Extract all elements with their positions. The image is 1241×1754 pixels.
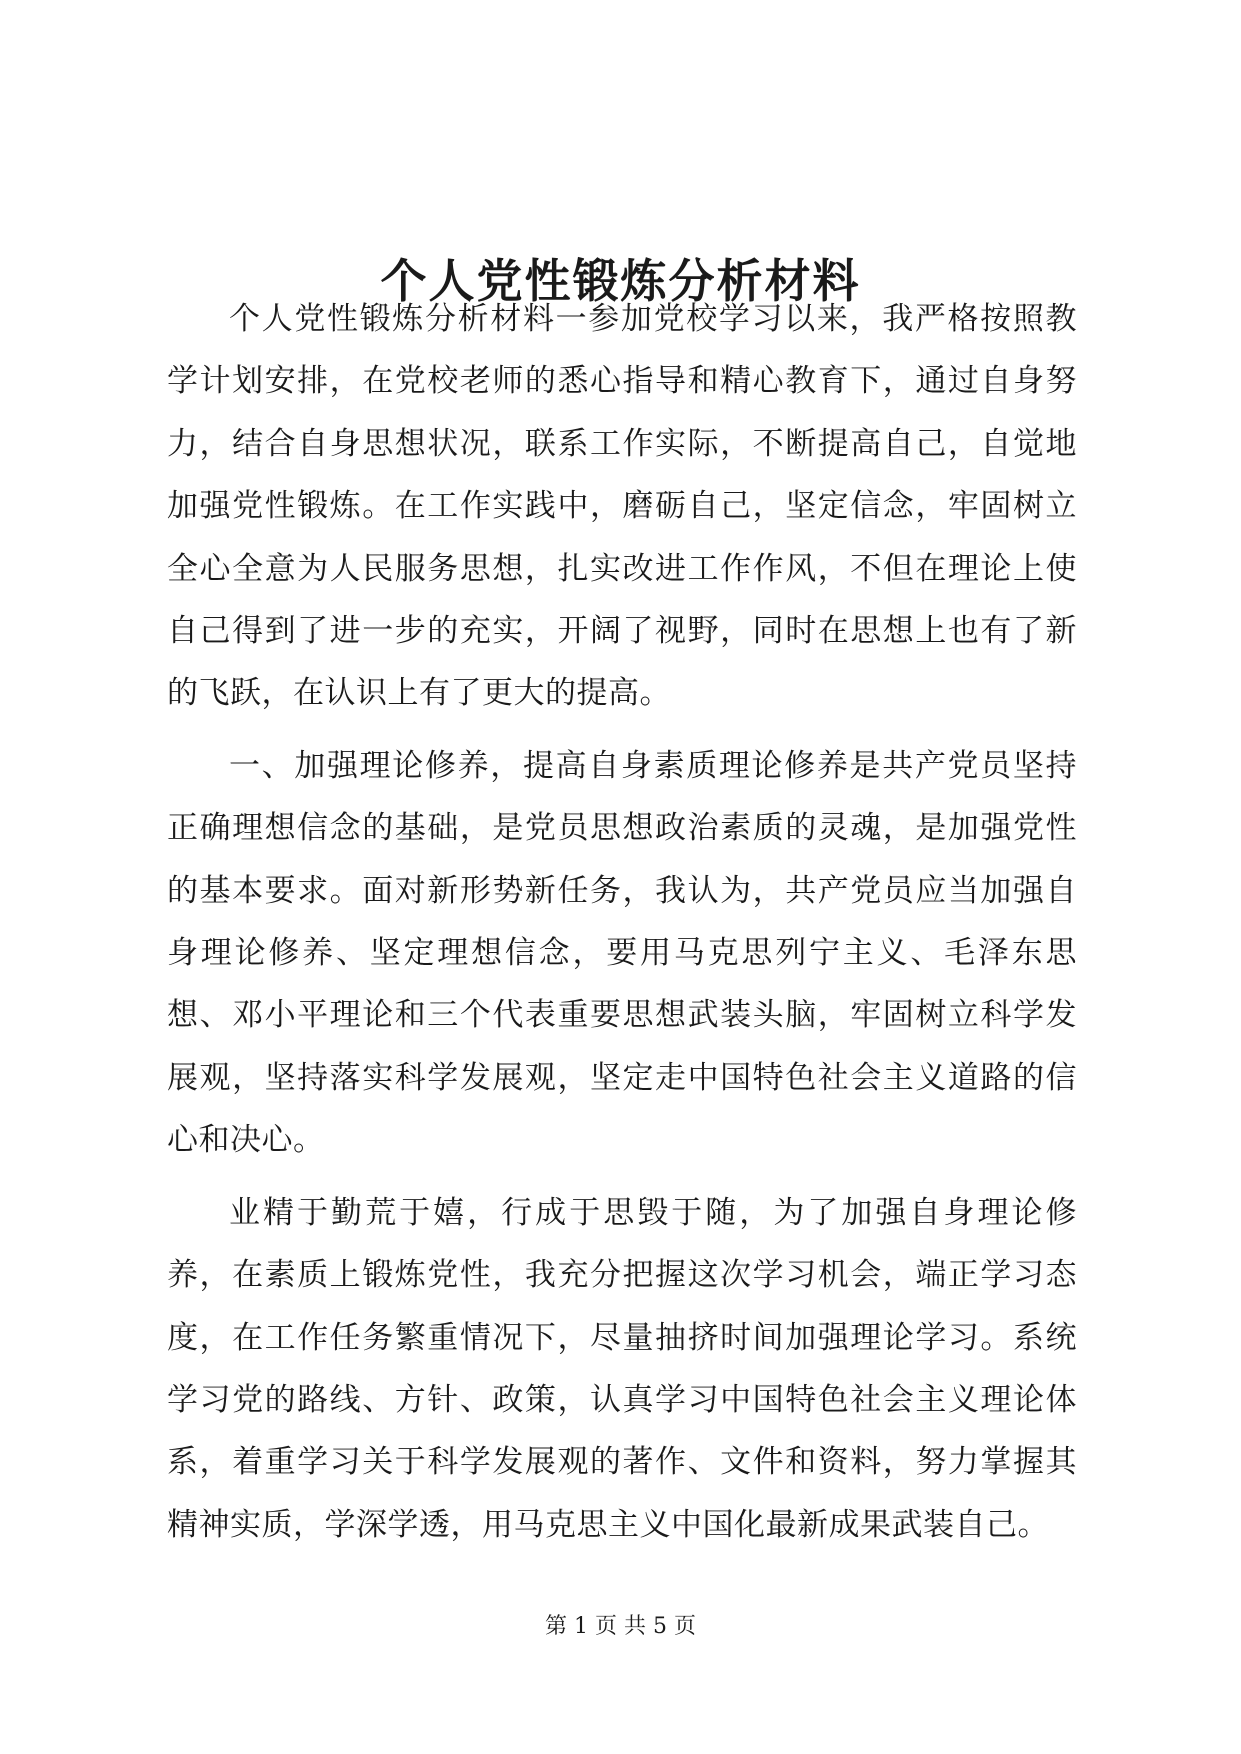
document-title: 个人党性锻炼分析材料 — [380, 253, 861, 308]
page-number: 第 1 页 共 5 页 — [545, 1614, 696, 1639]
paragraph-2: 一、加强理论修养，提高自身素质理论修养是共产党员坚持正确理想信念的基础，是党员思想政治素质的灵魂，是加强党性的基本要求。面对新形势新任务，我认为，共产党员应当加强自身理论修养、坚定理想信念，要用马克思列宁主义、毛泽东思想、邓小平理论和三个代表重要思想武装头脑，牢固树立科学发展观，坚持落实科学发展观，坚定走中国特色社会主义道路的信心和决心。 — [167, 747, 1077, 1159]
paragraph-1: 个人党性锻炼分析材料一参加党校学习以来，我严格按照教学计划安排，在党校老师的悉心指导和精心教育下，通过自身努力，结合自身思想状况，联系工作实际，不断提高自己，自觉地加强党性锻炼。在工作实践中，磨砺自己，坚定信念，牢固树立全心全意为人民服务思想，扎实改进工作作风，不但在理论上使自己得到了进一步的充实，开阔了视野，同时在思想上也有了新的飞跃，在认识上有了更大的提高。 — [167, 301, 1077, 712]
paragraph-3: 业精于勤荒于嬉，行成于思毁于随，为了加强自身理论修养，在素质上锻炼党性，我充分把握这次学习机会，端正学习态度，在工作任务繁重情况下，尽量抽挤时间加强理论学习。系统学习党的路线、方针、政策，认真学习中国特色社会主义理论体系，着重学习关于科学发展观的著作、文件和资料，努力掌握其精神实质，学深学透，用马克思主义中国化最新成果武装自己。 — [167, 1194, 1077, 1543]
document-body — [167, 288, 1077, 1556]
